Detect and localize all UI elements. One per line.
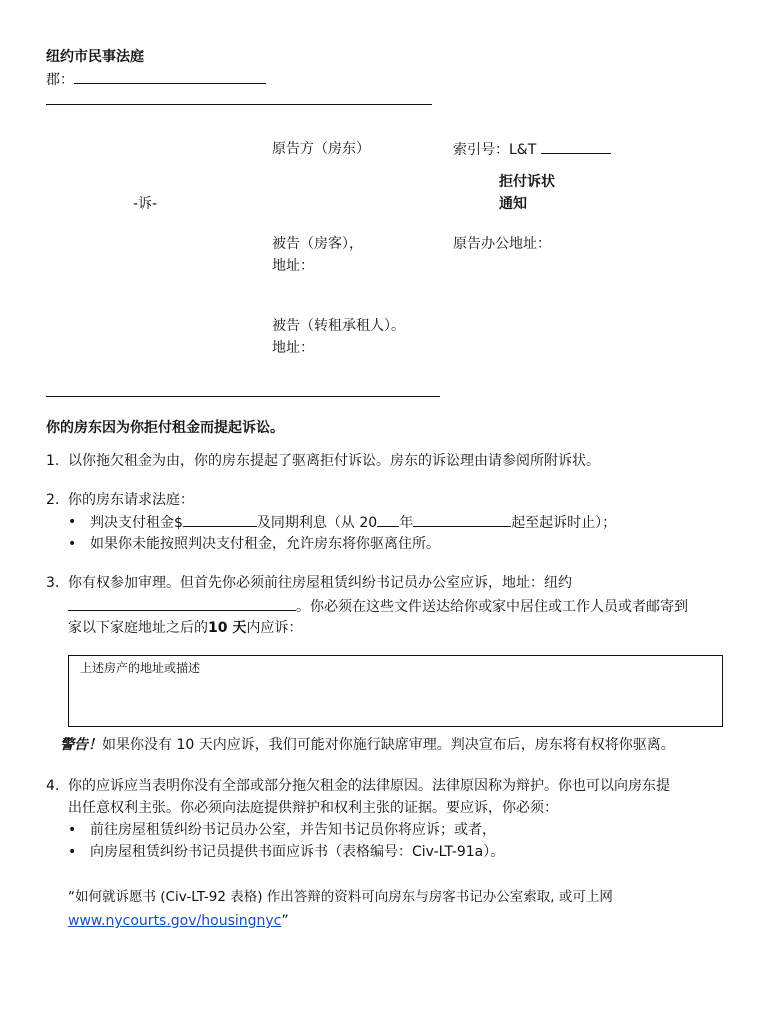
subtenant-address-label: 地址：	[272, 340, 314, 356]
county-row	[46, 69, 266, 90]
bullet: •	[68, 844, 77, 860]
item-3-line-2	[68, 596, 688, 617]
rent-amount-blank[interactable]	[183, 512, 257, 527]
item-2-bullet-1	[90, 512, 616, 533]
bullet: •	[68, 514, 77, 530]
tenant-address-label: 地址：	[272, 258, 314, 274]
item-4-line-1: 你的应诉应当表明你没有全部或部分拖欠租金的法律原因。法律原因称为辩护。你也可以向房东提	[68, 778, 670, 794]
warning-text: 如果你没有 10 天内应诉，我们可能对你施行缺席审理。判决宣布后，房东将有权将你驱离。	[102, 737, 675, 753]
property-address-box[interactable]	[68, 655, 723, 727]
item-2-bullet-2: 如果你未能按照判决支付租金，允许房东将你驱离住所。	[90, 536, 440, 552]
item-4-number: 4.	[46, 778, 60, 794]
housing-link[interactable]: www.nycourts.gov/housingnyc	[68, 913, 282, 929]
date-blank[interactable]	[413, 512, 511, 527]
defendant-tenant-label: 被告（房客），	[272, 236, 363, 252]
notice-title-1: 拒付诉状	[499, 174, 555, 190]
caption-bottom-rule	[46, 396, 440, 397]
ten-days: 10 天	[208, 620, 247, 636]
clerk-address-blank[interactable]	[68, 596, 296, 611]
footer-close-quote: ”	[281, 913, 289, 929]
caption-top-rule	[46, 104, 432, 105]
headline: 你的房东因为你拒付租金而提起诉讼。	[46, 420, 284, 436]
item-3-line-3	[68, 618, 302, 638]
item-4-bullet-1: 前往房屋租赁纠纷书记员办公室，并告知书记员你将应诉；或者，	[90, 822, 496, 838]
plaintiff-label: 原告方（房东）	[272, 141, 370, 157]
index-row	[453, 139, 611, 160]
bullet: •	[68, 536, 77, 552]
item-1-number: 1.	[46, 453, 60, 469]
plaintiff-office-label: 原告办公地址：	[453, 236, 551, 252]
court-title: 纽约市民事法庭	[46, 49, 144, 65]
bullet: •	[68, 822, 77, 838]
county-blank[interactable]	[74, 69, 266, 84]
warning-label: 警告！	[60, 737, 102, 753]
warning-row	[60, 735, 675, 755]
item-3-line-2-text: 。你必须在这些文件送达给你或家中居住或工作人员或者邮寄到	[296, 599, 688, 615]
footer-line-2	[68, 911, 289, 931]
county-label: 郡：	[46, 72, 74, 88]
footer-line-1: “如何就诉愿书 (Civ-LT-92 表格) 作出答辩的资料可向房东与房客书记办公室索取, 或可上网	[68, 889, 613, 905]
rent-label: 判决支付租金$	[90, 515, 183, 531]
item-3-number: 3.	[46, 575, 60, 591]
item-2-intro: 你的房东请求法庭：	[68, 492, 194, 508]
index-label: 索引号：L&T	[453, 142, 537, 158]
item-3-line-1: 你有权参加审理。但首先你必须前往房屋租赁纠纷书记员办公室应诉，地址：纽约	[68, 575, 572, 591]
item-3-line-3-a: 家以下家庭地址之后的	[68, 620, 208, 636]
item-1-text: 以你拖欠租金为由，你的房东提起了驱离拒付诉讼。房东的诉讼理由请参阅所附诉状。	[68, 453, 600, 469]
versus-label: -诉-	[133, 196, 158, 212]
year-blank[interactable]	[377, 512, 399, 527]
property-address-box-label: 上述房产的地址或描述	[80, 661, 201, 675]
year-label: 年	[399, 515, 414, 531]
item-2-number: 2.	[46, 492, 60, 508]
defendant-subtenant-label: 被告（转租承租人）。	[272, 318, 405, 334]
item-4-line-2: 出任意权利主张。你必须向法庭提供辩护和权利主张的证据。要应诉，你必须：	[68, 800, 558, 816]
interest-from-label: 及同期利息（从 20	[256, 515, 378, 531]
item-3-line-3-b: 内应诉：	[246, 620, 303, 636]
item-4-bullet-2: 向房屋租赁纠纷书记员提供书面应诉书（表格编号：Civ-LT-91a）。	[90, 844, 505, 860]
index-blank[interactable]	[541, 139, 611, 154]
until-filing-label: 起至起诉时止）；	[511, 515, 617, 531]
notice-title-2: 通知	[499, 196, 527, 212]
